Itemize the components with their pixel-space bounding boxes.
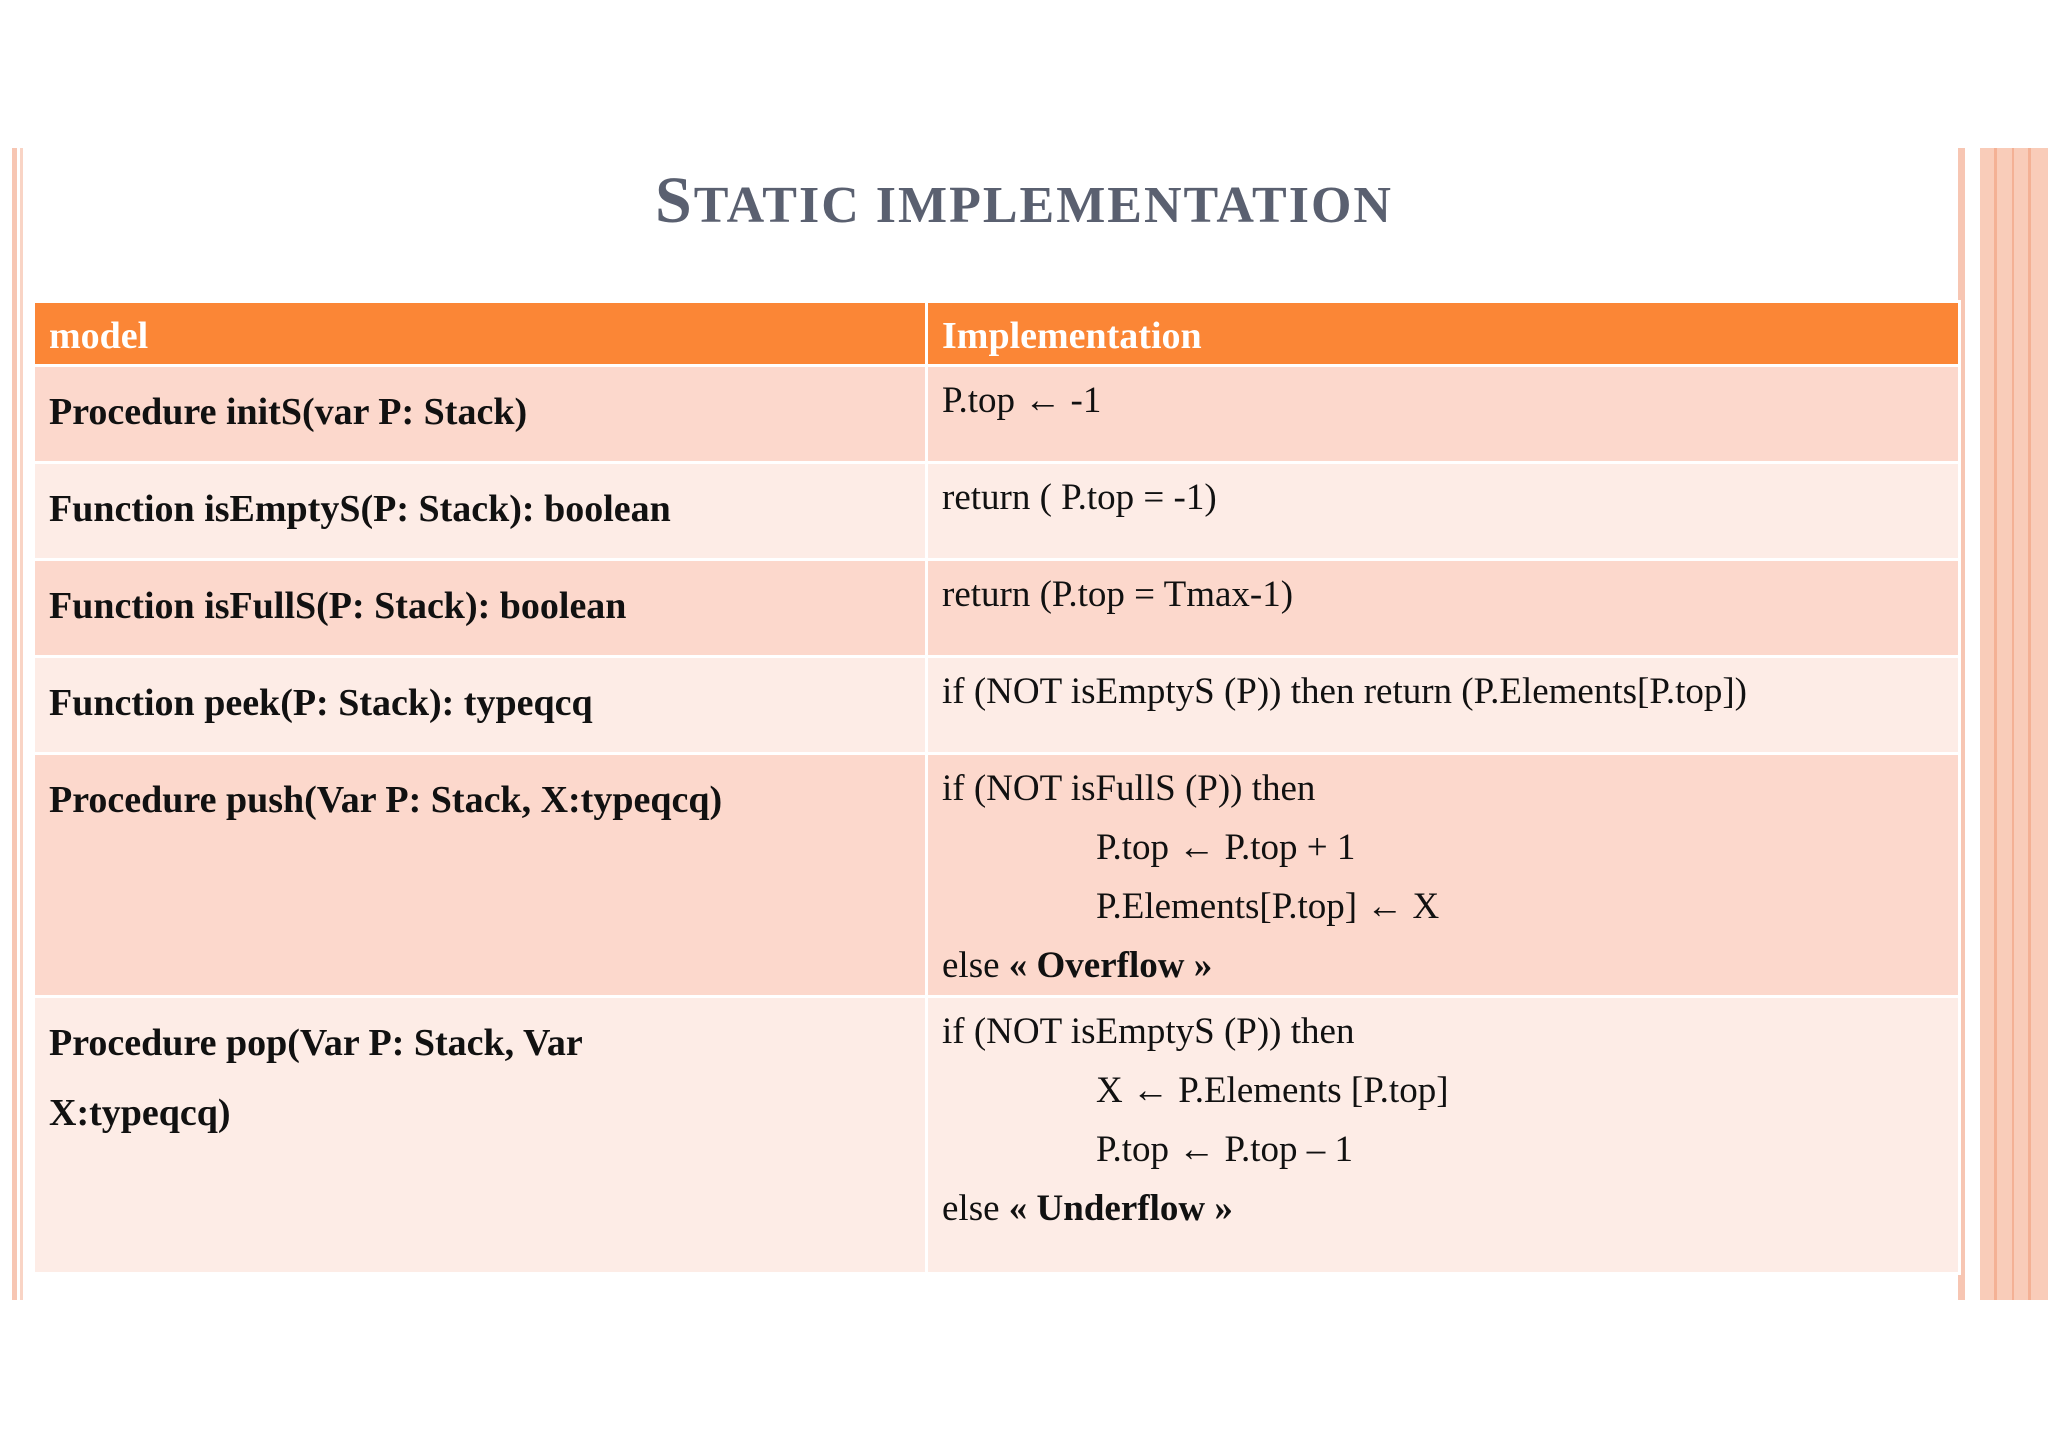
right-bar-5 <box>2028 148 2031 1300</box>
title-rest-1: TATIC <box>693 177 876 234</box>
left-bar-2 <box>20 148 23 1300</box>
impl-cell <box>927 560 1960 657</box>
impl-cell <box>927 366 1960 463</box>
model-cell: Procedure push(Var P: Stack, X:typeqcq) <box>34 754 927 997</box>
impl-line: if (NOT isFullS (P)) then <box>942 768 1316 809</box>
table-row <box>34 560 1960 657</box>
title-first-letter: S <box>655 164 694 237</box>
impl-line: P.Elements[P.top] ← X <box>1096 886 1440 927</box>
table-row <box>34 997 1960 1274</box>
underflow-label: « Underflow » <box>1008 1188 1233 1229</box>
impl-line: P.top ← -1 <box>942 380 1102 421</box>
impl-else-line <box>942 936 1944 995</box>
implementation-table <box>32 300 1961 1275</box>
right-bar-3 <box>1994 148 1997 1300</box>
impl-line: X ← P.Elements [P.top] <box>1096 1070 1449 1111</box>
impl-line: return (P.top = Tmax-1) <box>942 574 1294 615</box>
table-row <box>34 754 1960 997</box>
model-cell: Function peek(P: Stack): typeqcq <box>34 657 927 754</box>
impl-line: P.top ← P.top + 1 <box>1096 827 1356 868</box>
slide-title <box>0 165 2048 254</box>
impl-cell <box>927 463 1960 560</box>
impl-line: P.top ← P.top – 1 <box>1096 1129 1354 1170</box>
left-bar-1 <box>12 148 17 1300</box>
model-cell: Procedure initS(var P: Stack) <box>34 366 927 463</box>
impl-cell <box>927 754 1960 997</box>
header-implementation: Implementation <box>927 302 1960 366</box>
impl-line: return ( P.top = -1) <box>942 477 1217 518</box>
right-bar-2 <box>1980 148 2048 1300</box>
impl-else-line <box>942 1179 1944 1238</box>
impl-cell <box>927 997 1960 1274</box>
model-line: Procedure pop(Var P: Stack, Var <box>49 1022 583 1064</box>
model-line: X:typeqcq) <box>49 1092 231 1134</box>
right-bar-4 <box>2012 148 2014 1300</box>
header-model: model <box>34 302 927 366</box>
else-keyword: else <box>942 1188 1009 1229</box>
model-cell: Function isFullS(P: Stack): boolean <box>34 560 927 657</box>
impl-cell <box>927 657 1960 754</box>
table-header-row <box>34 302 1960 366</box>
model-cell <box>34 997 927 1274</box>
model-cell: Function isEmptyS(P: Stack): boolean <box>34 463 927 560</box>
else-keyword: else <box>942 945 1009 986</box>
impl-line: if (NOT isEmptyS (P)) then return (P.Elements[P.top]) <box>942 671 1748 712</box>
title-rest-2: IMPLEMENTATION <box>875 177 1393 234</box>
table-row <box>34 463 1960 560</box>
table-row <box>34 657 1960 754</box>
impl-line: if (NOT isEmptyS (P)) then <box>942 1011 1355 1052</box>
table-row <box>34 366 1960 463</box>
overflow-label: « Overflow » <box>1008 945 1213 986</box>
left-decoration-bars <box>12 148 24 1300</box>
right-decoration-bars <box>1958 148 2048 1300</box>
